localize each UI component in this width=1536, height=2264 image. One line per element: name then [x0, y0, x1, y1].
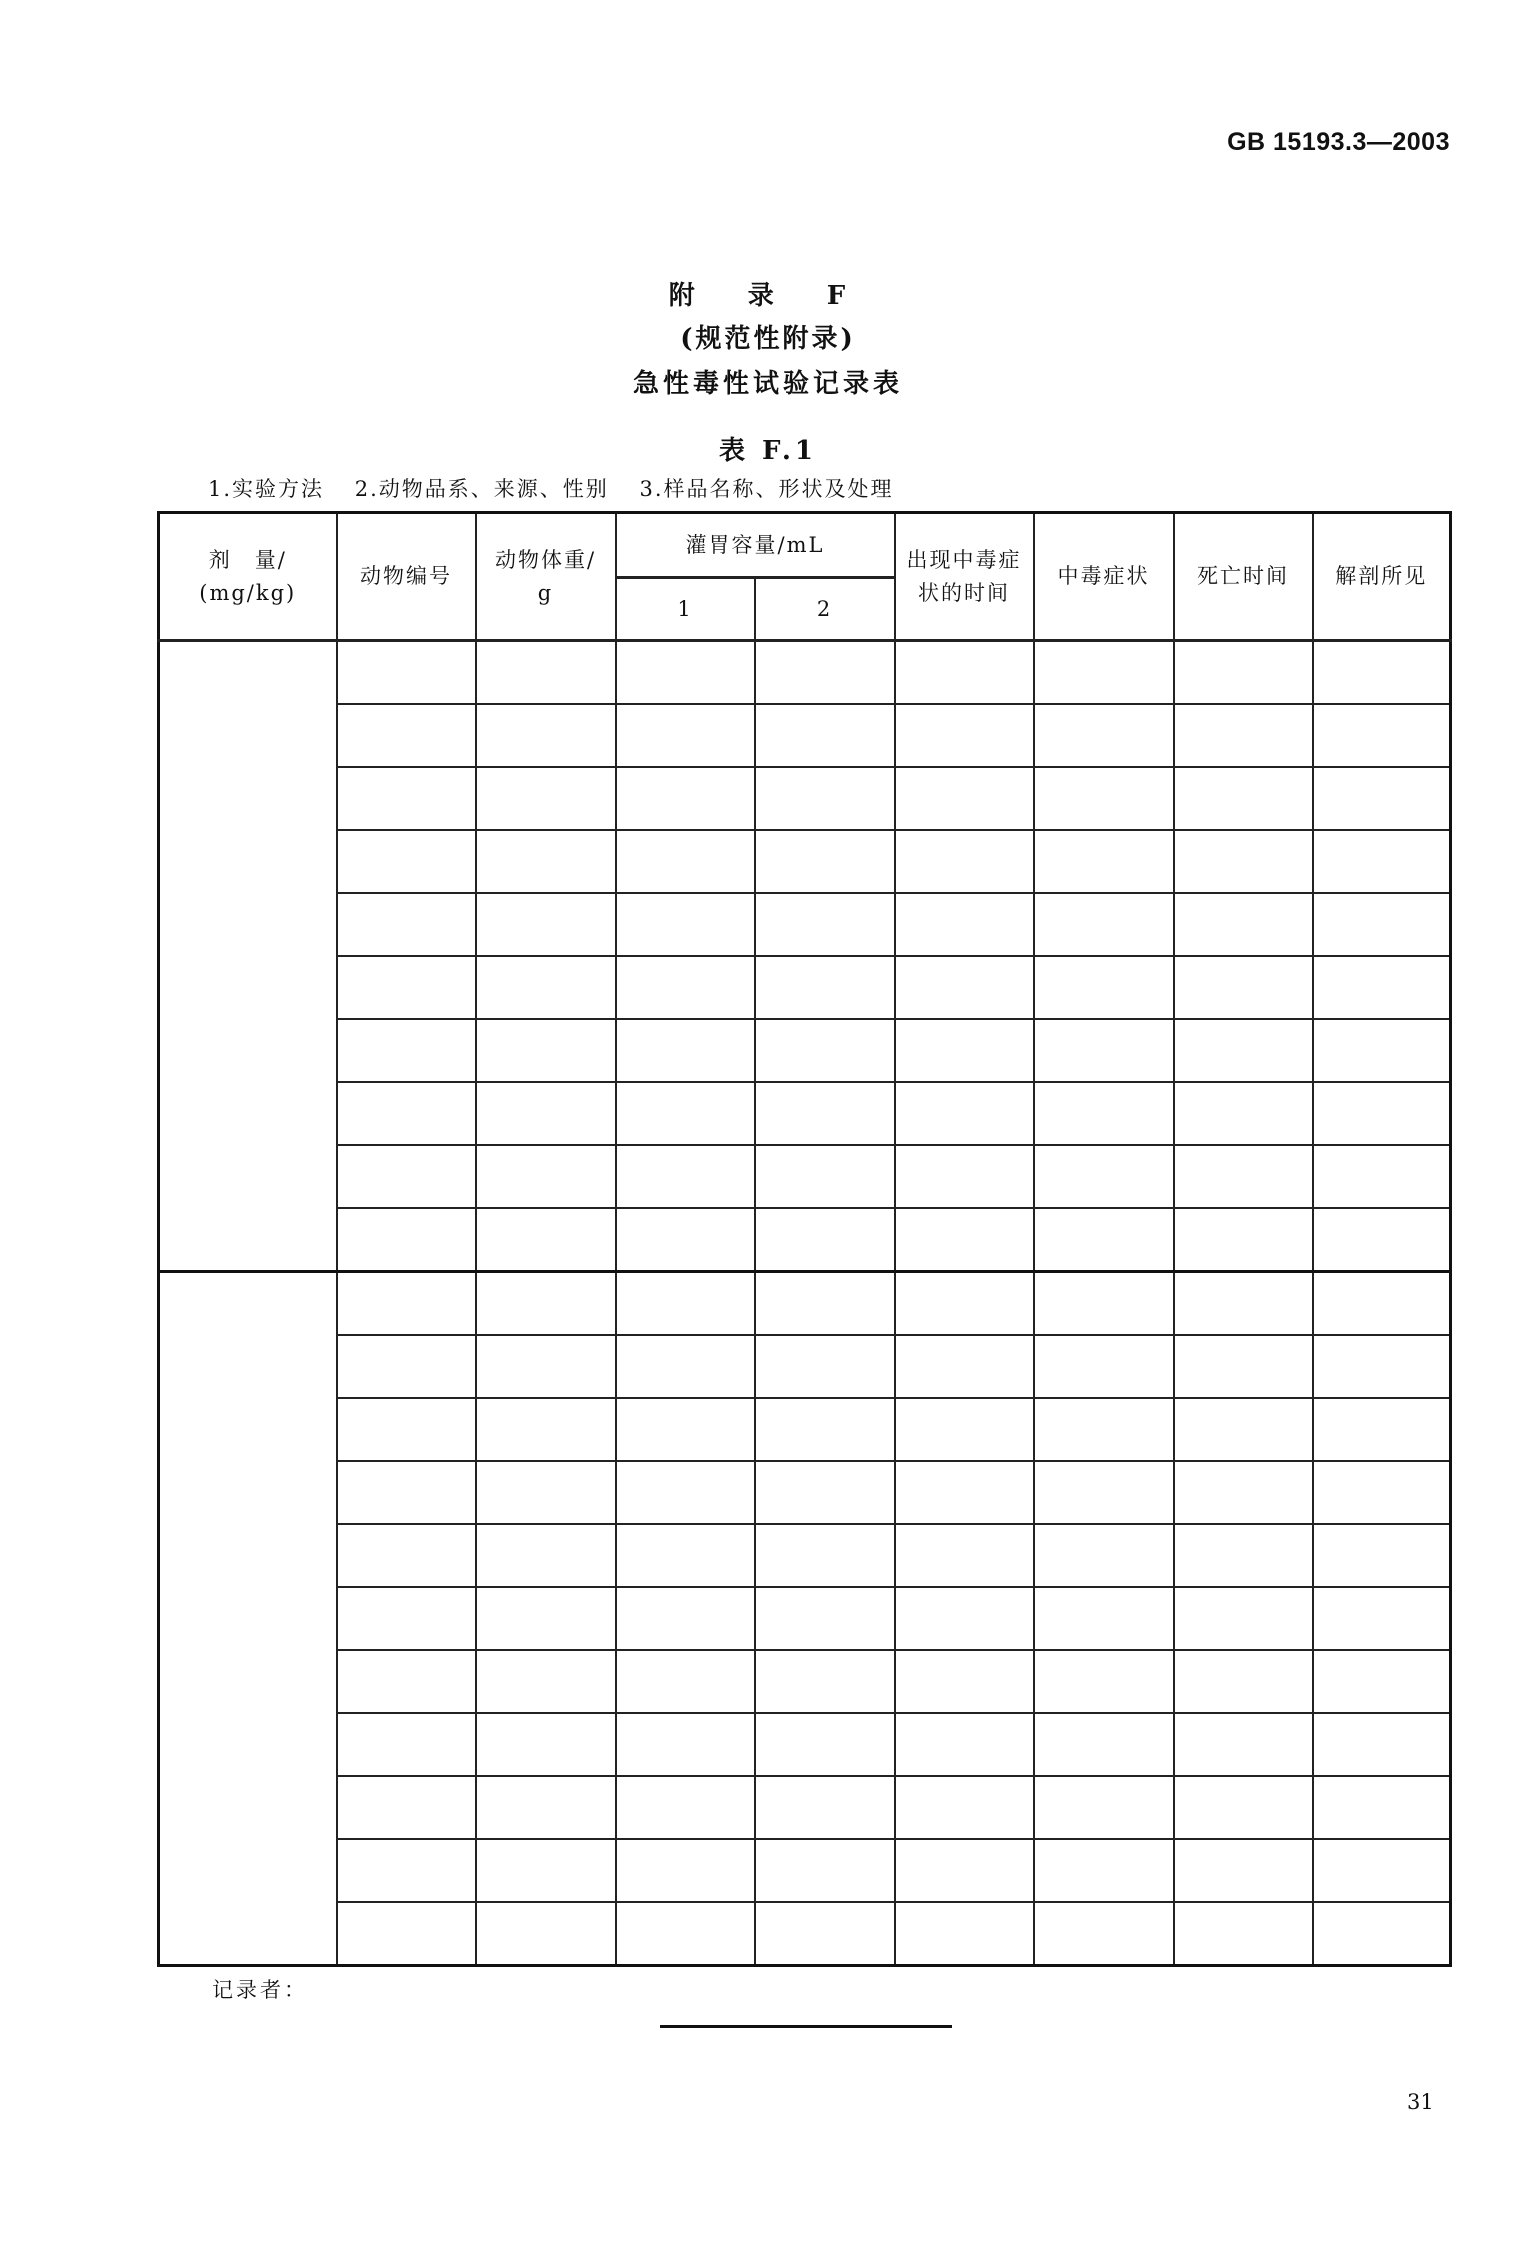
- record-cell[interactable]: [1174, 1461, 1313, 1524]
- record-cell[interactable]: [476, 893, 616, 956]
- record-cell[interactable]: [1313, 1776, 1451, 1839]
- record-cell[interactable]: [1034, 1398, 1174, 1461]
- record-cell[interactable]: [616, 893, 755, 956]
- record-cell[interactable]: [1313, 1272, 1451, 1336]
- record-cell[interactable]: [476, 1335, 616, 1398]
- record-cell[interactable]: [1174, 1902, 1313, 1966]
- table-row: [159, 956, 1451, 1019]
- table-row: [159, 1335, 1451, 1398]
- table-row: [159, 1082, 1451, 1145]
- item-sample: 3.样品名称、形状及处理: [639, 477, 894, 501]
- record-cell[interactable]: [476, 1208, 616, 1272]
- record-cell[interactable]: [1034, 1713, 1174, 1776]
- table-row: [159, 830, 1451, 893]
- record-cell[interactable]: [337, 1145, 476, 1208]
- record-cell[interactable]: [1313, 1839, 1451, 1902]
- header-body-weight: [476, 513, 616, 641]
- record-table-body: [159, 641, 1451, 1966]
- record-cell[interactable]: [337, 1461, 476, 1524]
- record-cell[interactable]: [1313, 767, 1451, 830]
- record-cell[interactable]: [1313, 1398, 1451, 1461]
- record-cell[interactable]: [1174, 1839, 1313, 1902]
- table-row: [159, 1587, 1451, 1650]
- record-cell[interactable]: [337, 1524, 476, 1587]
- record-cell[interactable]: [616, 956, 755, 1019]
- record-cell[interactable]: [476, 1145, 616, 1208]
- record-cell[interactable]: [616, 1650, 755, 1713]
- table-row: [159, 1713, 1451, 1776]
- record-cell[interactable]: [1313, 1650, 1451, 1713]
- header-onset-time: [895, 513, 1034, 641]
- dose-cell[interactable]: [159, 641, 337, 1272]
- header-gavage-volume: 灌胃容量/mL: [616, 513, 895, 578]
- record-cell[interactable]: [616, 1019, 755, 1082]
- record-cell[interactable]: [1174, 1398, 1313, 1461]
- table-title: 表 F.1: [718, 436, 818, 466]
- record-cell[interactable]: [895, 1082, 1034, 1145]
- record-cell[interactable]: [755, 1776, 895, 1839]
- record-cell[interactable]: [1034, 767, 1174, 830]
- record-cell[interactable]: [616, 1398, 755, 1461]
- record-cell[interactable]: [476, 1776, 616, 1839]
- record-cell[interactable]: [616, 704, 755, 767]
- record-cell[interactable]: [1034, 704, 1174, 767]
- record-cell[interactable]: [1313, 893, 1451, 956]
- record-cell[interactable]: [616, 1082, 755, 1145]
- record-cell[interactable]: [1313, 1461, 1451, 1524]
- record-cell[interactable]: [895, 1019, 1034, 1082]
- record-cell[interactable]: [616, 1587, 755, 1650]
- record-cell[interactable]: [1034, 1587, 1174, 1650]
- record-cell[interactable]: [476, 704, 616, 767]
- record-cell[interactable]: [476, 1082, 616, 1145]
- record-cell[interactable]: [476, 1461, 616, 1524]
- record-cell[interactable]: [755, 1713, 895, 1776]
- record-cell[interactable]: [476, 1587, 616, 1650]
- record-cell[interactable]: [1174, 830, 1313, 893]
- record-cell[interactable]: [1034, 830, 1174, 893]
- header-autopsy: 解剖所见: [1313, 513, 1451, 641]
- record-cell[interactable]: [476, 1019, 616, 1082]
- record-cell[interactable]: [616, 1713, 755, 1776]
- record-cell[interactable]: [616, 1902, 755, 1966]
- record-cell[interactable]: [616, 1208, 755, 1272]
- record-cell[interactable]: [755, 1082, 895, 1145]
- record-cell[interactable]: [755, 956, 895, 1019]
- record-cell[interactable]: [616, 641, 755, 705]
- record-cell[interactable]: [1174, 956, 1313, 1019]
- header-body-weight-line1: 动物体重/: [494, 547, 597, 572]
- record-cell[interactable]: [895, 1272, 1034, 1336]
- item-animal-strain: 2.动物品系、来源、性别: [354, 477, 609, 501]
- record-cell[interactable]: [476, 1839, 616, 1902]
- record-cell[interactable]: [895, 1587, 1034, 1650]
- record-cell[interactable]: [1174, 1208, 1313, 1272]
- header-dose-line1: 剂 量/: [208, 547, 287, 572]
- record-cell[interactable]: [616, 767, 755, 830]
- record-table: [157, 511, 1452, 1967]
- record-cell[interactable]: [895, 1713, 1034, 1776]
- record-cell[interactable]: [1174, 1335, 1313, 1398]
- record-cell[interactable]: [337, 1713, 476, 1776]
- record-cell[interactable]: [755, 1398, 895, 1461]
- record-cell[interactable]: [476, 1398, 616, 1461]
- record-cell[interactable]: [337, 767, 476, 830]
- record-cell[interactable]: [755, 1902, 895, 1966]
- record-cell[interactable]: [476, 767, 616, 830]
- record-cell[interactable]: [616, 1145, 755, 1208]
- record-cell[interactable]: [1034, 641, 1174, 705]
- record-cell[interactable]: [1313, 1335, 1451, 1398]
- record-cell[interactable]: [895, 1335, 1034, 1398]
- record-cell[interactable]: [476, 1272, 616, 1336]
- record-cell[interactable]: [755, 893, 895, 956]
- record-cell[interactable]: [895, 956, 1034, 1019]
- header-gavage-1: 1: [616, 578, 755, 641]
- item-method: 1.实验方法: [208, 477, 325, 501]
- record-cell[interactable]: [1034, 1650, 1174, 1713]
- record-cell[interactable]: [755, 1145, 895, 1208]
- record-cell[interactable]: [755, 1587, 895, 1650]
- record-cell[interactable]: [1174, 704, 1313, 767]
- table-row: [159, 767, 1451, 830]
- record-cell[interactable]: [1313, 1208, 1451, 1272]
- header-dose: [159, 513, 337, 641]
- table-row: [159, 1398, 1451, 1461]
- record-cell[interactable]: [1034, 893, 1174, 956]
- record-cell[interactable]: [895, 1524, 1034, 1587]
- record-cell[interactable]: [1034, 1776, 1174, 1839]
- footer-rule: [660, 2025, 952, 2028]
- record-cell[interactable]: [895, 1461, 1034, 1524]
- record-cell[interactable]: [895, 830, 1034, 893]
- record-cell[interactable]: [476, 641, 616, 705]
- record-cell[interactable]: [755, 704, 895, 767]
- record-cell[interactable]: [337, 1776, 476, 1839]
- record-cell[interactable]: [755, 1461, 895, 1524]
- record-cell[interactable]: [1313, 1082, 1451, 1145]
- record-cell[interactable]: [476, 956, 616, 1019]
- header-dose-line2: (mg/kg): [199, 580, 297, 605]
- record-cell[interactable]: [1174, 1776, 1313, 1839]
- record-cell[interactable]: [616, 1461, 755, 1524]
- record-cell[interactable]: [476, 1524, 616, 1587]
- record-cell[interactable]: [755, 830, 895, 893]
- standard-code: GB 15193.3—2003: [1227, 128, 1450, 156]
- record-cell[interactable]: [895, 1902, 1034, 1966]
- record-cell[interactable]: [337, 830, 476, 893]
- record-cell[interactable]: [895, 1208, 1034, 1272]
- record-cell[interactable]: [1034, 1524, 1174, 1587]
- record-cell[interactable]: [616, 830, 755, 893]
- table-row: [159, 704, 1451, 767]
- record-cell[interactable]: [1174, 893, 1313, 956]
- record-cell[interactable]: [337, 956, 476, 1019]
- record-cell[interactable]: [1034, 1839, 1174, 1902]
- header-onset-line2: 状的时间: [918, 580, 1010, 605]
- table-row: [159, 1019, 1451, 1082]
- record-cell[interactable]: [755, 767, 895, 830]
- record-cell[interactable]: [616, 1272, 755, 1336]
- record-cell[interactable]: [755, 1019, 895, 1082]
- header-body-weight-line2: g: [537, 580, 554, 605]
- record-cell[interactable]: [1034, 1208, 1174, 1272]
- record-cell[interactable]: [1313, 1524, 1451, 1587]
- table-row: [159, 1272, 1451, 1336]
- record-cell[interactable]: [476, 1902, 616, 1966]
- header-animal-id: 动物编号: [337, 513, 476, 641]
- record-cell[interactable]: [895, 1398, 1034, 1461]
- record-cell[interactable]: [895, 1776, 1034, 1839]
- record-cell[interactable]: [1313, 1713, 1451, 1776]
- table-row: [159, 1524, 1451, 1587]
- record-cell[interactable]: [755, 1335, 895, 1398]
- table-row: [159, 1650, 1451, 1713]
- record-cell[interactable]: [337, 893, 476, 956]
- record-cell[interactable]: [1313, 1902, 1451, 1966]
- record-cell[interactable]: [1174, 1272, 1313, 1336]
- record-cell[interactable]: [1313, 1587, 1451, 1650]
- header-death-time: 死亡时间: [1174, 513, 1313, 641]
- record-cell[interactable]: [337, 1208, 476, 1272]
- table-row: [159, 1902, 1451, 1966]
- record-cell[interactable]: [1313, 830, 1451, 893]
- record-cell[interactable]: [755, 1524, 895, 1587]
- table-row: [159, 1461, 1451, 1524]
- record-cell[interactable]: [1313, 641, 1451, 705]
- appendix-type: (规范性附录): [680, 324, 856, 354]
- record-cell[interactable]: [1313, 1019, 1451, 1082]
- record-cell[interactable]: [755, 1839, 895, 1902]
- page-number: 31: [1407, 2090, 1434, 2114]
- record-cell[interactable]: [337, 1082, 476, 1145]
- table-row: [159, 1839, 1451, 1902]
- record-cell[interactable]: [337, 1650, 476, 1713]
- record-cell[interactable]: [476, 1713, 616, 1776]
- record-cell[interactable]: [1174, 1524, 1313, 1587]
- record-cell[interactable]: [1174, 1145, 1313, 1208]
- header-onset-line1: 出现中毒症: [906, 547, 1022, 572]
- record-cell[interactable]: [337, 1839, 476, 1902]
- header-gavage-2: 2: [755, 578, 895, 641]
- record-cell[interactable]: [1313, 956, 1451, 1019]
- record-cell[interactable]: [1313, 1145, 1451, 1208]
- record-cell[interactable]: [1174, 641, 1313, 705]
- recorder-label: 记录者：: [212, 1978, 308, 2002]
- record-cell[interactable]: [755, 1208, 895, 1272]
- record-cell[interactable]: [895, 704, 1034, 767]
- record-cell[interactable]: [755, 1272, 895, 1336]
- record-cell[interactable]: [755, 1650, 895, 1713]
- record-cell[interactable]: [476, 830, 616, 893]
- record-cell[interactable]: [616, 1335, 755, 1398]
- record-cell[interactable]: [1034, 1145, 1174, 1208]
- table-row: [159, 1145, 1451, 1208]
- record-cell[interactable]: [1174, 767, 1313, 830]
- record-cell[interactable]: [337, 1272, 476, 1336]
- record-cell[interactable]: [1174, 1587, 1313, 1650]
- table-row: [159, 1776, 1451, 1839]
- record-cell[interactable]: [755, 641, 895, 705]
- record-cell[interactable]: [337, 1335, 476, 1398]
- record-cell[interactable]: [476, 1650, 616, 1713]
- record-cell[interactable]: [895, 1145, 1034, 1208]
- table-row: [159, 641, 1451, 705]
- table-items-line: [208, 473, 916, 503]
- record-cell[interactable]: [1174, 1082, 1313, 1145]
- record-cell[interactable]: [337, 1902, 476, 1966]
- record-cell[interactable]: [895, 641, 1034, 705]
- record-cell[interactable]: [1174, 1650, 1313, 1713]
- record-cell[interactable]: [337, 704, 476, 767]
- record-cell[interactable]: [1174, 1019, 1313, 1082]
- record-cell[interactable]: [1034, 1461, 1174, 1524]
- record-cell[interactable]: [616, 1776, 755, 1839]
- appendix-label: 附 录 F: [668, 281, 868, 311]
- record-cell[interactable]: [1174, 1713, 1313, 1776]
- record-cell[interactable]: [1034, 1902, 1174, 1966]
- record-cell[interactable]: [1034, 956, 1174, 1019]
- appendix-title: 急性毒性试验记录表: [632, 369, 903, 399]
- record-cell[interactable]: [337, 641, 476, 705]
- record-cell[interactable]: [895, 767, 1034, 830]
- record-cell[interactable]: [895, 893, 1034, 956]
- record-cell[interactable]: [337, 1019, 476, 1082]
- header-symptoms: 中毒症状: [1034, 513, 1174, 641]
- table-row: [159, 893, 1451, 956]
- dose-cell[interactable]: [159, 1272, 337, 1966]
- record-cell[interactable]: [337, 1587, 476, 1650]
- record-cell[interactable]: [1034, 1082, 1174, 1145]
- record-cell[interactable]: [895, 1650, 1034, 1713]
- record-cell[interactable]: [895, 1839, 1034, 1902]
- record-cell[interactable]: [1034, 1019, 1174, 1082]
- record-cell[interactable]: [616, 1524, 755, 1587]
- table-row: [159, 1208, 1451, 1272]
- record-cell[interactable]: [1313, 704, 1451, 767]
- record-cell[interactable]: [337, 1398, 476, 1461]
- record-cell[interactable]: [1034, 1335, 1174, 1398]
- record-cell[interactable]: [616, 1839, 755, 1902]
- record-cell[interactable]: [1034, 1272, 1174, 1336]
